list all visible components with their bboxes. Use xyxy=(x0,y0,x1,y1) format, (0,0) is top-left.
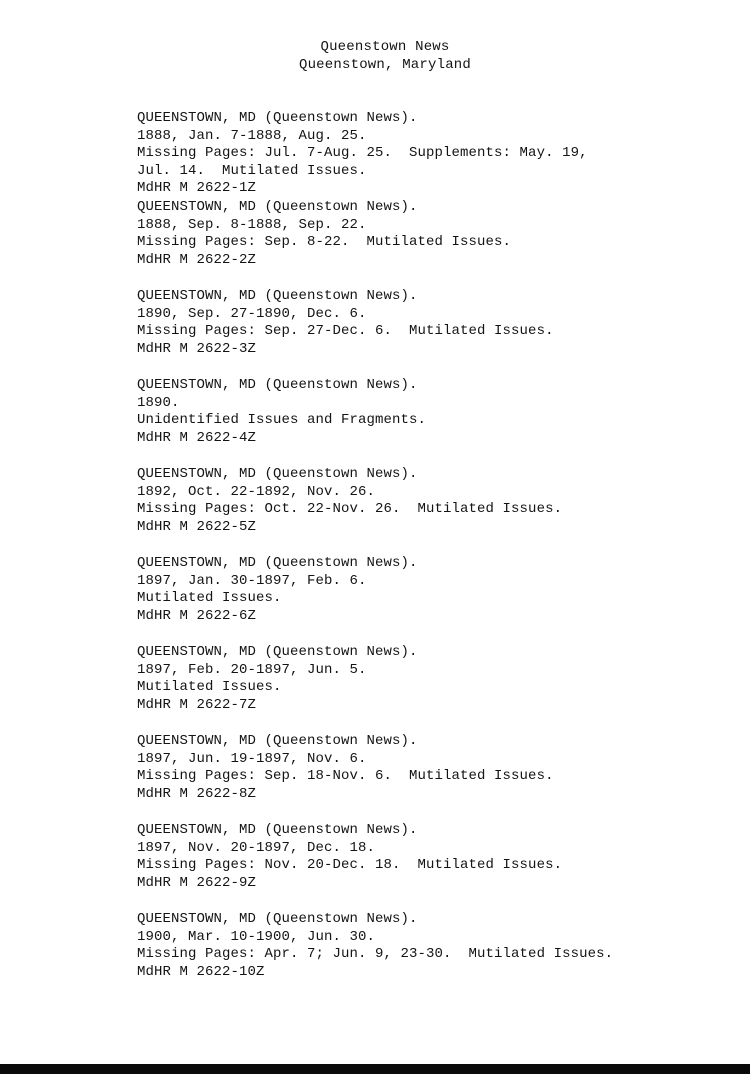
catalog-entry xyxy=(137,288,737,377)
entry-notes: Mutilated Issues. xyxy=(137,590,282,606)
entry-heading: QUEENSTOWN, MD (Queenstown News). xyxy=(137,199,418,215)
entry-notes: Missing Pages: Jul. 7-Aug. 25. Supplements: May. 19, xyxy=(137,145,588,161)
entry-call-number: MdHR M 2622-7Z xyxy=(137,696,257,713)
entry-notes: Missing Pages: Sep. 27-Dec. 6. Mutilated Issues. xyxy=(137,323,554,339)
entry-heading: QUEENSTOWN, MD (Queenstown News). xyxy=(137,110,418,126)
scan-bottom-edge xyxy=(0,1064,750,1074)
entry-heading: QUEENSTOWN, MD (Queenstown News). xyxy=(137,733,418,749)
entry-heading: QUEENSTOWN, MD (Queenstown News). xyxy=(137,555,418,571)
entry-heading: QUEENSTOWN, MD (Queenstown News). xyxy=(137,377,418,393)
entry-dates: 1897, Feb. 20-1897, Jun. 5. xyxy=(137,661,367,678)
catalog-entry xyxy=(137,466,737,555)
entry-dates: 1888, Jan. 7-1888, Aug. 25. xyxy=(137,127,367,144)
entry-dates: 1892, Oct. 22-1892, Nov. 26. xyxy=(137,483,376,500)
entry-call-number: MdHR M 2622-2Z xyxy=(137,251,257,268)
entry-dates: 1890, Sep. 27-1890, Dec. 6. xyxy=(137,305,367,322)
entry-dates: 1897, Jun. 19-1897, Nov. 6. xyxy=(137,750,367,767)
catalog-entries xyxy=(137,110,737,1000)
entry-notes: Missing Pages: Oct. 22-Nov. 26. Mutilated Issues. xyxy=(137,501,563,517)
entry-notes: Unidentified Issues and Fragments. xyxy=(137,412,427,428)
entry-dates: 1900, Mar. 10-1900, Jun. 30. xyxy=(137,928,376,945)
entry-dates: 1897, Nov. 20-1897, Dec. 18. xyxy=(137,839,376,856)
document-header xyxy=(0,38,750,74)
entry-call-number: MdHR M 2622-8Z xyxy=(137,785,257,802)
entry-heading: QUEENSTOWN, MD (Queenstown News). xyxy=(137,644,418,660)
entry-call-number: MdHR M 2622-5Z xyxy=(137,518,257,535)
entry-dates: 1888, Sep. 8-1888, Sep. 22. xyxy=(137,216,367,233)
entry-heading: QUEENSTOWN, MD (Queenstown News). xyxy=(137,288,418,304)
entry-notes-continued: Jul. 14. Mutilated Issues. xyxy=(137,162,367,179)
entry-call-number: MdHR M 2622-6Z xyxy=(137,607,257,624)
catalog-entry xyxy=(137,644,737,733)
entry-notes: Missing Pages: Sep. 8-22. Mutilated Issues. xyxy=(137,234,512,250)
entry-call-number: MdHR M 2622-9Z xyxy=(137,874,257,891)
catalog-entry xyxy=(137,555,737,644)
document-title: Queenstown News xyxy=(320,39,450,55)
entry-dates: 1897, Jan. 30-1897, Feb. 6. xyxy=(137,572,367,589)
catalog-entry xyxy=(137,377,737,466)
entry-call-number: MdHR M 2622-4Z xyxy=(137,429,257,446)
catalog-entry xyxy=(137,911,737,1000)
entry-dates: 1890. xyxy=(137,394,180,411)
entry-heading: QUEENSTOWN, MD (Queenstown News). xyxy=(137,466,418,482)
entry-notes: Missing Pages: Sep. 18-Nov. 6. Mutilated Issues. xyxy=(137,768,554,784)
entry-call-number: MdHR M 2622-3Z xyxy=(137,340,257,357)
entry-notes: Missing Pages: Apr. 7; Jun. 9, 23-30. Mutilated Issues. xyxy=(137,946,614,962)
entry-heading: QUEENSTOWN, MD (Queenstown News). xyxy=(137,822,418,838)
entry-notes: Mutilated Issues. xyxy=(137,679,282,695)
entry-heading: QUEENSTOWN, MD (Queenstown News). xyxy=(137,911,418,927)
entry-notes: Missing Pages: Nov. 20-Dec. 18. Mutilated Issues. xyxy=(137,857,563,873)
catalog-entry xyxy=(137,199,737,288)
entry-call-number: MdHR M 2622-1Z xyxy=(137,180,257,196)
catalog-entry xyxy=(137,822,737,911)
entry-call-number: MdHR M 2622-10Z xyxy=(137,963,265,980)
catalog-entry xyxy=(137,110,737,199)
catalog-entry xyxy=(137,733,737,822)
document-subtitle: Queenstown, Maryland xyxy=(298,57,472,73)
